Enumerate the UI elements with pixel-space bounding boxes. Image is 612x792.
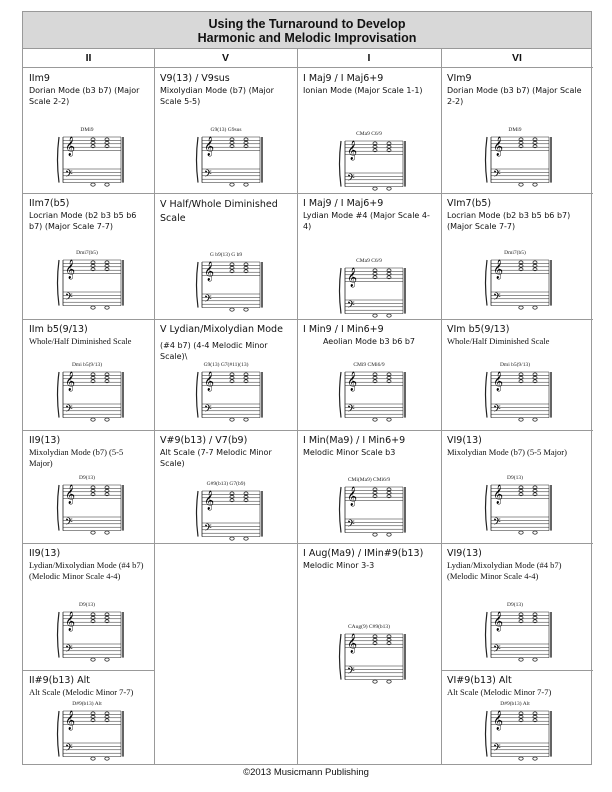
treble-clef-icon: 𝄞 — [204, 490, 215, 511]
cell-vi-row2 — [441, 194, 593, 319]
chord-symbol: Dmi7(b5) — [504, 250, 526, 256]
note-head — [230, 537, 234, 540]
bass-clef-icon: 𝄢 — [65, 168, 73, 183]
cell-title: IIm7(b5) — [29, 198, 70, 209]
cell-vi-row5 — [441, 544, 593, 670]
bass-clef-icon: 𝄢 — [65, 516, 73, 531]
chord-symbol: D#9(b13) Alt — [72, 701, 102, 707]
cell-description: Alt Scale (Melodic Minor 7-7) — [29, 687, 134, 697]
bass-clef-icon: 𝄢 — [204, 293, 212, 308]
music-staff — [53, 473, 133, 539]
chord-symbol: CMi(Ma9) CMi6/9 — [347, 477, 391, 483]
cell-description: Mixolydian Mode (b7) (Major Scale 5-5) — [160, 86, 274, 106]
treble-clef-icon: 𝄞 — [347, 371, 358, 392]
cell-title: IIm9 — [29, 73, 50, 84]
column-header-v: V — [154, 49, 297, 68]
music-staff — [481, 699, 561, 765]
brace-icon — [340, 634, 342, 680]
bass-clef-icon: 𝄢 — [204, 403, 212, 418]
brace-icon — [197, 372, 199, 418]
chord-symbol: Dmi7(b5) — [76, 250, 98, 256]
cell-description: Lydian/Mixolydian Mode (#4 b7) (Melodic Minor Scale 4-4) — [29, 560, 144, 581]
music-staff — [192, 479, 272, 541]
chord-symbol: DMi9 — [508, 127, 522, 133]
cell-title: II#9(b13) Alt — [29, 675, 91, 686]
note-head — [533, 658, 537, 661]
cell-ii-row1 — [23, 69, 154, 193]
note-head — [230, 418, 234, 421]
treble-clef-icon: 𝄞 — [493, 136, 504, 157]
treble-clef-icon: 𝄞 — [493, 259, 504, 280]
cell-i-row1 — [297, 69, 441, 193]
brace-icon — [486, 711, 488, 757]
note-head — [519, 306, 523, 309]
note-head — [244, 308, 248, 311]
music-staff — [192, 250, 272, 316]
brace-icon — [197, 262, 199, 308]
note-head — [105, 531, 109, 534]
chord-symbol: D9(13) — [79, 602, 95, 608]
chord-symbol: Dmi b5(9/13) — [499, 362, 531, 368]
cell-description: Lydian Mode #4 (Major Scale 4-4) — [303, 211, 430, 231]
music-staff — [481, 248, 561, 314]
bass-clef-icon: 𝄢 — [347, 403, 355, 418]
brace-icon — [486, 137, 488, 183]
brace-icon — [486, 485, 488, 531]
cell-i-row4 — [297, 431, 441, 543]
cell-description: Dorian Mode (b3 b7) (Major Scale 2-2) — [447, 86, 582, 106]
cell-i-row2 — [297, 194, 441, 319]
cell-description: Alt Scale (7-7 Melodic Minor Scale) — [160, 448, 272, 468]
treble-clef-icon: 𝄞 — [493, 710, 504, 731]
note-head — [519, 757, 523, 760]
chord-symbol: D9(13) — [507, 602, 523, 608]
cell-title: I Maj9 / I Maj6+9 — [303, 198, 384, 209]
chord-symbol: D9(13) — [507, 475, 523, 481]
chord-symbol: D9(13) — [79, 475, 95, 481]
cell-v-row3 — [154, 320, 297, 430]
brace-icon — [58, 137, 60, 183]
cell-description: Locrian Mode (b2 b3 b5 b6 b7) (Major Scale 7-7) — [29, 211, 137, 231]
chord-symbol: G9(13) G7(#11)(13) — [203, 362, 249, 368]
treble-clef-icon: 𝄞 — [347, 267, 358, 288]
cell-vi-row3 — [441, 320, 593, 430]
bass-clef-icon: 𝄢 — [204, 168, 212, 183]
chord-symbol: G9(13) G9sus — [210, 127, 242, 133]
note-head — [105, 306, 109, 309]
cell-title: V Half/Whole Diminished Scale — [160, 199, 278, 224]
table-header — [23, 12, 591, 49]
bass-clef-icon: 𝄢 — [493, 643, 501, 658]
cell-description: Mixolydian Mode (b7) (5-5 Major) — [29, 447, 124, 468]
treble-clef-icon: 𝄞 — [347, 633, 358, 654]
brace-icon — [58, 260, 60, 306]
brace-icon — [197, 491, 199, 537]
column-header-vi: VI — [441, 49, 593, 68]
music-staff — [335, 475, 415, 541]
cell-title: VI9(13) — [447, 435, 482, 446]
cell-v-row2 — [154, 194, 297, 319]
note-head — [91, 418, 95, 421]
bass-clef-icon: 𝄢 — [347, 172, 355, 187]
treble-clef-icon: 𝄞 — [204, 371, 215, 392]
note-head — [373, 314, 377, 317]
bass-clef-icon: 𝄢 — [65, 742, 73, 757]
brace-icon — [340, 372, 342, 418]
title-line-1: Using the Turnaround to Develop — [208, 17, 406, 31]
cell-vi-row6 — [441, 671, 593, 766]
music-staff — [481, 600, 561, 666]
note-head — [373, 418, 377, 421]
music-staff — [53, 600, 133, 666]
note-head — [533, 306, 537, 309]
cell-title: V9(13) / V9sus — [160, 73, 230, 84]
cell-ii-row5 — [23, 544, 154, 670]
column-header-ii: II — [23, 49, 154, 68]
cell-title: IIm b5(9/13) — [29, 324, 88, 335]
chord-symbol: CAug(9) C#9(b13) — [347, 624, 391, 630]
cell-vi-row4 — [441, 431, 593, 543]
brace-icon — [58, 485, 60, 531]
music-staff — [335, 256, 415, 316]
cell-description: Melodic Minor Scale b3 — [303, 448, 396, 457]
brace-icon — [58, 612, 60, 658]
note-head — [519, 183, 523, 186]
brace-icon — [58, 372, 60, 418]
music-staff — [53, 360, 133, 426]
bass-clef-icon: 𝄢 — [347, 518, 355, 533]
note-head — [387, 680, 391, 683]
music-staff — [481, 473, 561, 539]
brace-icon — [340, 268, 342, 314]
chord-symbol: CMi9 CMi6/9 — [353, 362, 385, 368]
note-head — [387, 187, 391, 190]
bass-clef-icon: 𝄢 — [493, 403, 501, 418]
cell-ii-row4 — [23, 431, 154, 543]
note-head — [533, 757, 537, 760]
cell-ii-row2 — [23, 194, 154, 319]
treble-clef-icon: 𝄞 — [65, 259, 76, 280]
music-staff — [335, 622, 415, 688]
brace-icon — [58, 711, 60, 757]
treble-clef-icon: 𝄞 — [493, 371, 504, 392]
cell-ii-row6 — [23, 671, 154, 766]
note-head — [387, 418, 391, 421]
treble-clef-icon: 𝄞 — [493, 484, 504, 505]
note-head — [230, 183, 234, 186]
chord-symbol: Dmi b5(9/13) — [71, 362, 103, 368]
cell-title: VIm b5(9/13) — [447, 324, 510, 335]
note-head — [91, 183, 95, 186]
bass-clef-icon: 𝄢 — [204, 522, 212, 537]
note-head — [533, 183, 537, 186]
cell-description: Whole/Half Diminished Scale — [29, 336, 132, 346]
note-head — [519, 531, 523, 534]
bass-clef-icon: 𝄢 — [65, 403, 73, 418]
note-head — [387, 533, 391, 536]
treble-clef-icon: 𝄞 — [204, 136, 215, 157]
note-head — [387, 314, 391, 317]
chord-symbol: G#9(b13) G7(b9) — [206, 481, 246, 487]
note-head — [373, 680, 377, 683]
treble-clef-icon: 𝄞 — [65, 611, 76, 632]
cell-title: V Lydian/Mixolydian Mode — [160, 324, 283, 335]
cell-vi-row1 — [441, 69, 593, 193]
treble-clef-icon: 𝄞 — [204, 261, 215, 282]
chord-symbol: CMa9 C6/9 — [356, 131, 382, 137]
note-head — [519, 658, 523, 661]
note-head — [91, 306, 95, 309]
note-head — [105, 183, 109, 186]
music-staff — [335, 129, 415, 191]
cell-description: (#4 b7) (4-4 Melodic Minor Scale)\ — [160, 341, 268, 361]
cell-title: II9(13) — [29, 435, 61, 446]
note-head — [105, 658, 109, 661]
bass-clef-icon: 𝄢 — [347, 665, 355, 680]
bass-clef-icon: 𝄢 — [65, 643, 73, 658]
treble-clef-icon: 𝄞 — [65, 371, 76, 392]
treble-clef-icon: 𝄞 — [347, 486, 358, 507]
cell-ii-row3 — [23, 320, 154, 430]
copyright-footer: ©2013 Musicmann Publishing — [243, 767, 369, 778]
treble-clef-icon: 𝄞 — [65, 484, 76, 505]
note-head — [373, 533, 377, 536]
music-staff — [481, 125, 561, 191]
cell-description: Aeolian Mode b3 b6 b7 — [322, 337, 416, 346]
cell-description: Dorian Mode (b3 b7) (Major Scale 2-2) — [29, 86, 140, 106]
chord-symbol: G b9(13) G b9 — [209, 252, 243, 258]
music-staff — [53, 125, 133, 191]
cell-title: I Maj9 / I Maj6+9 — [303, 73, 384, 84]
note-head — [244, 537, 248, 540]
note-head — [105, 418, 109, 421]
cell-description: Lydian/Mixolydian Mode (#4 b7) (Melodic Minor Scale 4-4) — [447, 560, 562, 581]
note-head — [373, 187, 377, 190]
treble-clef-icon: 𝄞 — [65, 136, 76, 157]
music-staff — [53, 699, 133, 765]
bass-clef-icon: 𝄢 — [493, 291, 501, 306]
brace-icon — [486, 612, 488, 658]
cell-description: Mixolydian Mode (b7) (5-5 Major) — [447, 447, 567, 457]
music-staff — [53, 248, 133, 314]
cell-description: Whole/Half Diminished Scale — [447, 336, 550, 346]
cell-v-row4 — [154, 431, 297, 543]
cell-description: Melodic Minor 3-3 — [303, 561, 375, 570]
note-head — [533, 418, 537, 421]
cell-title: VI#9(b13) Alt — [447, 675, 512, 686]
music-staff — [481, 360, 561, 426]
bass-clef-icon: 𝄢 — [493, 516, 501, 531]
cell-description: Alt Scale (Melodic Minor 7-7) — [447, 687, 552, 697]
chart-table — [22, 11, 592, 765]
cell-v-row1 — [154, 69, 297, 193]
cell-title: I Min(Ma9) / I Min6+9 — [303, 435, 406, 446]
music-staff — [192, 360, 272, 426]
cell-i-row5 — [297, 544, 441, 680]
cell-i-row3 — [297, 320, 441, 430]
cell-title: VIm7(b5) — [447, 198, 492, 209]
brace-icon — [197, 137, 199, 183]
brace-icon — [486, 260, 488, 306]
chord-symbol: DMi9 — [80, 127, 94, 133]
note-head — [91, 757, 95, 760]
bass-clef-icon: 𝄢 — [493, 742, 501, 757]
brace-icon — [340, 141, 342, 187]
chord-symbol: CMa9 C6/9 — [356, 258, 382, 264]
column-header-i: I — [297, 49, 441, 68]
bass-clef-icon: 𝄢 — [347, 299, 355, 314]
title-line-2: Harmonic and Melodic Improvisation — [197, 31, 417, 45]
note-head — [230, 308, 234, 311]
bass-clef-icon: 𝄢 — [65, 291, 73, 306]
brace-icon — [486, 372, 488, 418]
note-head — [91, 658, 95, 661]
treble-clef-icon: 𝄞 — [65, 710, 76, 731]
cell-description: Locrian Mode (b2 b3 b5 b6 b7) (Major Scale 7-7) — [447, 211, 571, 231]
chord-symbol: D#9(b13) Alt — [500, 701, 530, 707]
treble-clef-icon: 𝄞 — [347, 140, 358, 161]
note-head — [244, 183, 248, 186]
cell-title: VIm9 — [447, 73, 472, 84]
note-head — [244, 418, 248, 421]
brace-icon — [340, 487, 342, 533]
note-head — [91, 531, 95, 534]
cell-title: I Aug(Ma9) / IMin#9(b13) — [303, 548, 424, 559]
music-staff — [335, 360, 415, 426]
cell-title: II9(13) — [29, 548, 61, 559]
cell-title: V#9(b13) / V7(b9) — [160, 435, 248, 446]
note-head — [519, 418, 523, 421]
note-head — [533, 531, 537, 534]
note-head — [105, 757, 109, 760]
treble-clef-icon: 𝄞 — [493, 611, 504, 632]
cell-title: I Min9 / I Min6+9 — [303, 324, 384, 335]
music-staff — [192, 125, 272, 191]
bass-clef-icon: 𝄢 — [493, 168, 501, 183]
cell-description: Ionian Mode (Major Scale 1-1) — [303, 86, 423, 95]
cell-title: VI9(13) — [447, 548, 482, 559]
